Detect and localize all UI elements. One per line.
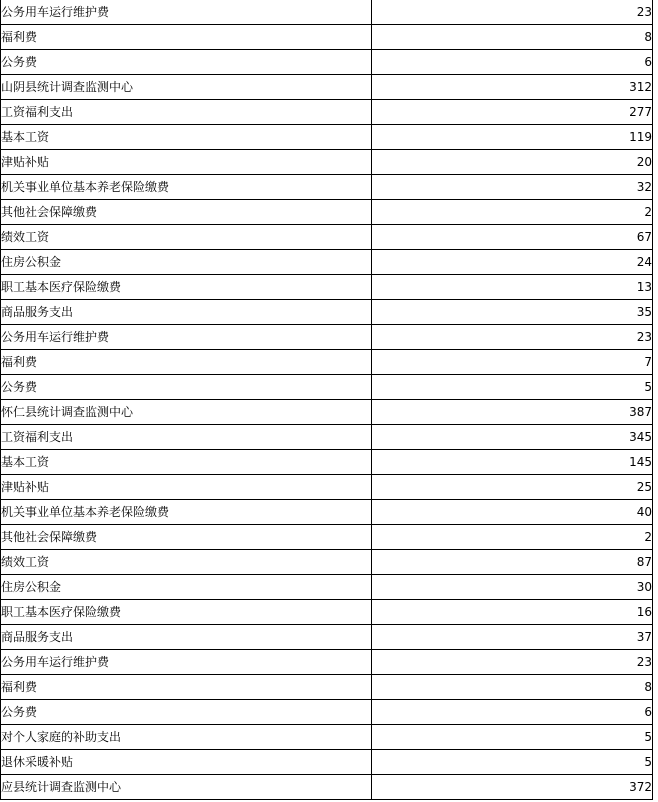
amount-cell: 5 xyxy=(372,375,653,400)
amount-cell: 24 xyxy=(372,250,653,275)
table-row xyxy=(1,750,653,775)
amount-cell: 119 xyxy=(372,125,653,150)
item-name-cell: 基本工资 xyxy=(1,125,372,150)
amount-cell: 8 xyxy=(372,25,653,50)
amount-cell: 387 xyxy=(372,400,653,425)
table-row xyxy=(1,525,653,550)
item-name-cell: 绩效工资 xyxy=(1,225,372,250)
amount-cell: 6 xyxy=(372,50,653,75)
amount-cell: 30 xyxy=(372,575,653,600)
amount-cell: 2 xyxy=(372,200,653,225)
amount-cell: 20 xyxy=(372,150,653,175)
amount-cell: 23 xyxy=(372,325,653,350)
amount-cell: 2 xyxy=(372,525,653,550)
amount-cell: 277 xyxy=(372,100,653,125)
amount-cell: 16 xyxy=(372,600,653,625)
table-row xyxy=(1,375,653,400)
budget-table-body xyxy=(1,0,653,800)
item-name-cell: 福利费 xyxy=(1,675,372,700)
amount-cell: 8 xyxy=(372,675,653,700)
table-row xyxy=(1,300,653,325)
table-row xyxy=(1,0,653,25)
item-name-cell: 商品服务支出 xyxy=(1,300,372,325)
amount-cell: 87 xyxy=(372,550,653,575)
item-name-cell: 其他社会保障缴费 xyxy=(1,200,372,225)
table-row xyxy=(1,650,653,675)
item-name-cell: 商品服务支出 xyxy=(1,625,372,650)
item-name-cell: 职工基本医疗保险缴费 xyxy=(1,275,372,300)
table-row xyxy=(1,225,653,250)
table-row xyxy=(1,575,653,600)
table-row xyxy=(1,500,653,525)
item-name-cell: 怀仁县统计调查监测中心 xyxy=(1,400,372,425)
item-name-cell: 住房公积金 xyxy=(1,575,372,600)
amount-cell: 6 xyxy=(372,700,653,725)
table-row xyxy=(1,775,653,800)
amount-cell: 40 xyxy=(372,500,653,525)
table-row xyxy=(1,275,653,300)
table-row xyxy=(1,400,653,425)
amount-cell: 67 xyxy=(372,225,653,250)
table-row xyxy=(1,175,653,200)
item-name-cell: 对个人家庭的补助支出 xyxy=(1,725,372,750)
table-row xyxy=(1,675,653,700)
table-row xyxy=(1,25,653,50)
amount-cell: 7 xyxy=(372,350,653,375)
amount-cell: 145 xyxy=(372,450,653,475)
table-row xyxy=(1,325,653,350)
item-name-cell: 其他社会保障缴费 xyxy=(1,525,372,550)
item-name-cell: 公务用车运行维护费 xyxy=(1,0,372,25)
table-row xyxy=(1,625,653,650)
amount-cell: 35 xyxy=(372,300,653,325)
item-name-cell: 公务用车运行维护费 xyxy=(1,325,372,350)
amount-cell: 5 xyxy=(372,750,653,775)
table-row xyxy=(1,125,653,150)
amount-cell: 5 xyxy=(372,725,653,750)
table-row xyxy=(1,725,653,750)
amount-cell: 23 xyxy=(372,650,653,675)
item-name-cell: 机关事业单位基本养老保险缴费 xyxy=(1,175,372,200)
amount-cell: 23 xyxy=(372,0,653,25)
table-row xyxy=(1,200,653,225)
item-name-cell: 津贴补贴 xyxy=(1,150,372,175)
table-row xyxy=(1,150,653,175)
item-name-cell: 工资福利支出 xyxy=(1,100,372,125)
item-name-cell: 公务费 xyxy=(1,50,372,75)
item-name-cell: 应县统计调查监测中心 xyxy=(1,775,372,800)
table-row xyxy=(1,75,653,100)
item-name-cell: 津贴补贴 xyxy=(1,475,372,500)
item-name-cell: 工资福利支出 xyxy=(1,425,372,450)
table-row xyxy=(1,425,653,450)
item-name-cell: 退休采暖补贴 xyxy=(1,750,372,775)
item-name-cell: 住房公积金 xyxy=(1,250,372,275)
amount-cell: 37 xyxy=(372,625,653,650)
amount-cell: 345 xyxy=(372,425,653,450)
table-row xyxy=(1,550,653,575)
amount-cell: 372 xyxy=(372,775,653,800)
item-name-cell: 机关事业单位基本养老保险缴费 xyxy=(1,500,372,525)
amount-cell: 32 xyxy=(372,175,653,200)
table-row xyxy=(1,50,653,75)
amount-cell: 312 xyxy=(372,75,653,100)
item-name-cell: 山阴县统计调查监测中心 xyxy=(1,75,372,100)
item-name-cell: 职工基本医疗保险缴费 xyxy=(1,600,372,625)
item-name-cell: 公务费 xyxy=(1,375,372,400)
table-row xyxy=(1,250,653,275)
amount-cell: 25 xyxy=(372,475,653,500)
table-row xyxy=(1,475,653,500)
item-name-cell: 公务费 xyxy=(1,700,372,725)
table-row xyxy=(1,700,653,725)
item-name-cell: 公务用车运行维护费 xyxy=(1,650,372,675)
table-row xyxy=(1,100,653,125)
table-row xyxy=(1,450,653,475)
item-name-cell: 福利费 xyxy=(1,350,372,375)
amount-cell: 13 xyxy=(372,275,653,300)
item-name-cell: 福利费 xyxy=(1,25,372,50)
item-name-cell: 绩效工资 xyxy=(1,550,372,575)
table-row xyxy=(1,350,653,375)
item-name-cell: 基本工资 xyxy=(1,450,372,475)
table-row xyxy=(1,600,653,625)
